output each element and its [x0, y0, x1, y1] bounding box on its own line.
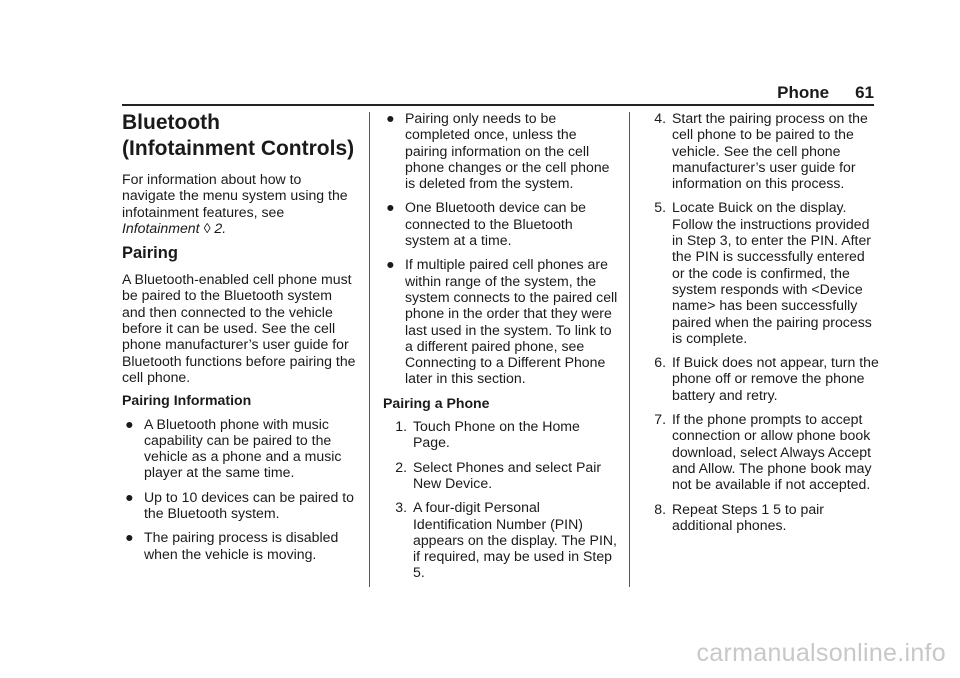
list-item-text: If multiple paired cell phones are within range of the system, the system connects to the paired cell phone in the order that they were last used in the system. To link to a different paired phone, see Connecting to a Different Phone later in this section. [405, 256, 618, 387]
page-ref-number: 2. [214, 219, 227, 236]
step-number: 4. [654, 110, 666, 126]
list-item [383, 256, 619, 386]
column-1 [122, 110, 358, 570]
bullet-icon: ● [125, 529, 134, 546]
column-2 [383, 110, 619, 589]
list-item [383, 110, 619, 191]
step-text: A four-digit Personal Identification Number (PIN) appears on the display. The PIN, if required, may be used in Step 5. [413, 499, 617, 581]
step-item [643, 411, 879, 492]
header-rule [122, 104, 874, 106]
step-text: Select Phones and select Pair New Device. [413, 458, 602, 491]
watermark: carmanualsonline.info [696, 639, 946, 667]
column-divider-2 [629, 112, 630, 587]
bullet-icon: ● [386, 199, 395, 216]
step-text: Repeat Steps 1 5 to pair additional phones. [672, 500, 824, 533]
pairing-a-phone-heading: Pairing a Phone [383, 394, 490, 411]
step-text: Touch Phone on the Home Page. [413, 418, 580, 451]
infotainment-link[interactable]: Infotainment [122, 219, 200, 236]
step-item [383, 418, 619, 451]
column-3 [643, 110, 879, 541]
list-item-text: A Bluetooth phone with music capability can be paired to the vehicle as a phone and a music player at the same time. [144, 415, 342, 481]
step-item [643, 501, 879, 534]
bullet-icon: ● [125, 488, 134, 505]
step-item [643, 354, 879, 403]
page-number: 61 [855, 83, 874, 102]
column-divider-1 [369, 112, 370, 587]
intro-text: For information about how to navigate the menu system using the infotainment features, see [122, 171, 348, 220]
step-text: If Buick does not appear, turn the phone off or remove the phone battery and retry. [672, 354, 879, 403]
step-text: Locate Buick on the display. Follow the instructions provided in Step 3, to enter the PIN. After the PIN is successfully entered or the code is confirmed, the system responds with <Device name> has been successfully paired when the pairing process is complete. [672, 199, 872, 346]
pairing-heading: Pairing [122, 244, 178, 263]
step-number: 5. [654, 199, 666, 216]
list-item [122, 416, 358, 481]
list-item-text: One Bluetooth device can be connected to the Bluetooth system at a time. [405, 199, 586, 249]
bullet-icon: ● [386, 256, 395, 273]
step-number: 7. [654, 411, 666, 428]
step-number: 6. [654, 354, 666, 371]
list-item [122, 489, 358, 522]
list-item-text: Up to 10 devices can be paired to the Bluetooth system. [144, 488, 354, 522]
step-number: 1. [395, 418, 407, 435]
list-item [122, 529, 358, 562]
pairing-info-heading: Pairing Information [122, 392, 252, 409]
page-ref-icon: ◊ [203, 219, 211, 236]
section-name: Phone [777, 83, 830, 102]
step-item [383, 499, 619, 580]
step-item [383, 459, 619, 492]
bullet-icon: ● [125, 415, 134, 432]
step-number: 8. [654, 500, 666, 517]
step-number: 2. [395, 458, 407, 475]
bullet-icon: ● [386, 110, 395, 126]
list-item-text: The pairing process is disabled when the vehicle is moving. [144, 529, 339, 562]
list-item-text: Pairing only needs to be completed once, unless the pairing information on the cell phone changes or the cell phone is deleted from the system. [405, 110, 610, 192]
step-text: Start the pairing process on the cell phone to be paired to the vehicle. See the cell phone manufacturer’s user guide for information on this process. [672, 110, 868, 192]
section-title: Bluetooth (Infotainment Controls) [122, 111, 355, 160]
step-number: 3. [395, 499, 407, 516]
pairing-paragraph: A Bluetooth-enabled cell phone must be paired to the Bluetooth system and then connected to the vehicle before it can be used. See the cell phone manufacturer’s user guide for Bluetooth functions before pairing the cell phone. [122, 271, 356, 385]
step-item [643, 199, 879, 346]
step-item [643, 110, 879, 191]
running-head [777, 83, 874, 103]
intro-paragraph [122, 171, 358, 236]
list-item [383, 199, 619, 248]
step-text: If the phone prompts to accept connection or allow phone book download, select Always Accept and Allow. The phone book may not be available if not accepted. [672, 411, 872, 493]
